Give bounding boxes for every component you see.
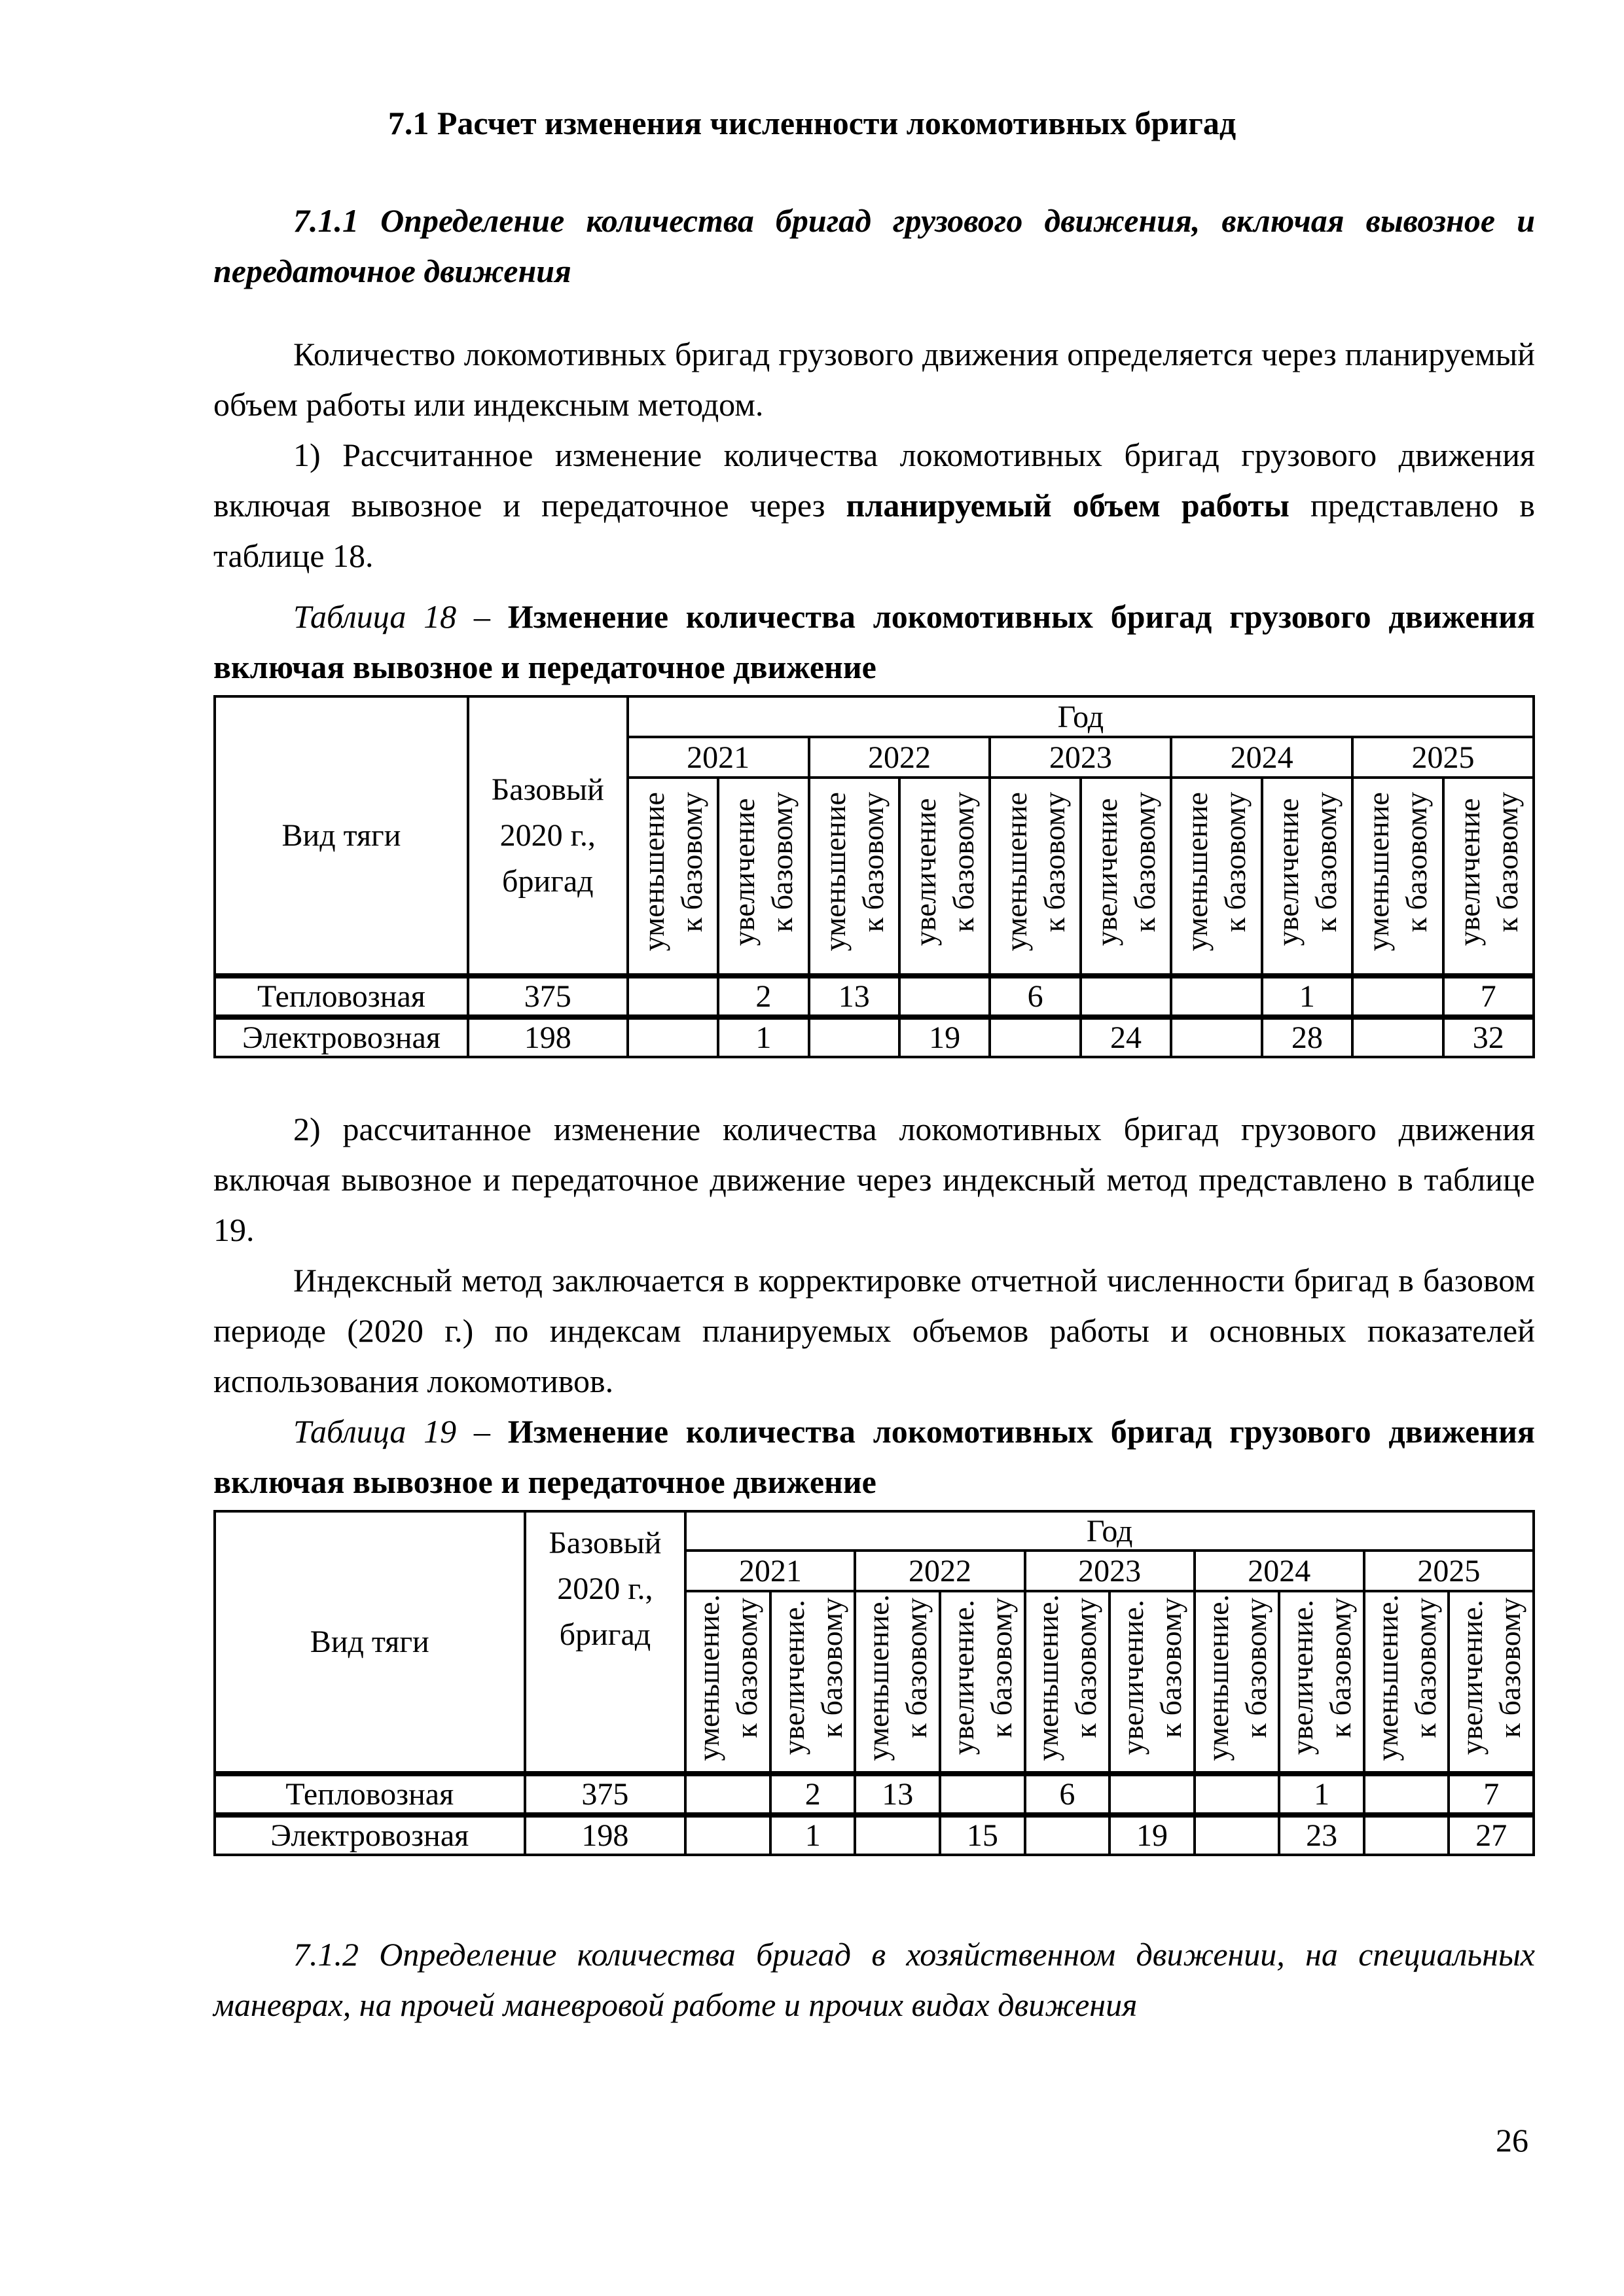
value-cell [1195,1815,1280,1855]
t19-subheader-increase-2022: увеличение. к базовому [940,1591,1025,1774]
value-cell [809,1017,899,1057]
value-cell [685,1815,770,1855]
table-18-caption-label: Таблица 18 [293,598,457,635]
table-19-caption-dash: – [456,1413,508,1450]
t18-subheader-decrease-2021: уменьшение к базовому [628,778,718,976]
value-cell [685,1774,770,1815]
value-cell: 27 [1449,1815,1534,1855]
t19-header-year-2022: 2022 [855,1551,1024,1591]
paragraph-item-1-suffix: представлено в таблице 18. [213,487,1535,574]
value-cell: 1 [718,1017,808,1057]
t18-subheader-increase-2025: увеличение к базовому [1443,778,1534,976]
table-18-caption-dash: – [456,598,508,635]
table-19-header-row-group [215,1511,1534,1551]
table-19-caption-label: Таблица 19 [293,1413,457,1450]
t19-header-year-2021: 2021 [685,1551,855,1591]
value-cell [1364,1815,1449,1855]
table-18-caption [213,592,1535,692]
t19-header-year-2023: 2023 [1025,1551,1195,1591]
table-row-diesel [215,1774,1534,1815]
value-cell: 15 [940,1815,1025,1855]
paragraph-item-1-prefix: 1) Рассчитанное изменение количества локомотивных бригад грузового движения включая вывозное и передаточное через [213,437,1535,524]
value-cell [628,1017,718,1057]
value-cell: 24 [1081,1017,1171,1057]
value-cell: 32 [1443,1017,1534,1057]
t18-header-year-2024: 2024 [1171,737,1352,778]
t18-header-year-2022: 2022 [809,737,990,778]
value-cell [1171,1017,1261,1057]
table-18 [213,695,1535,1058]
value-cell [1110,1774,1195,1815]
row-label: Электровозная [215,1815,525,1855]
section-heading-7-1: 7.1 Расчет изменения численности локомотивных бригад [388,105,1236,141]
t18-header-year-2023: 2023 [990,737,1171,778]
t19-header-traction-type: Вид тяги [215,1511,525,1774]
table-19-caption-title: Изменение количества локомотивных бригад грузового движения включая вывозное и передаточное движение [213,1413,1535,1500]
value-cell: 2 [718,976,808,1017]
t18-subheader-increase-2021: увеличение к базовому [718,778,808,976]
t18-subheader-decrease-2022: уменьшение к базовому [809,778,899,976]
value-cell [899,976,990,1017]
value-cell: 28 [1262,1017,1352,1057]
row-label: Тепловозная [215,1774,525,1815]
value-cell: 1 [1279,1774,1364,1815]
table-19-caption [213,1407,1535,1507]
value-cell: 1 [1262,976,1352,1017]
value-cell: 7 [1449,1774,1534,1815]
value-cell [1364,1774,1449,1815]
t19-subheader-decrease-2021: уменьшение. к базовому [685,1591,770,1774]
value-cell: 6 [990,976,1080,1017]
t19-subheader-increase-2021: увеличение. к базовому [770,1591,856,1774]
paragraph-index-method: Индексный метод заключается в корректировке отчетной численности бригад в базовом периоде (2020 г.) по индексам планируемых объемов работы и основных показателей использования локомотивов. [213,1262,1535,1399]
value-cell [1352,976,1443,1017]
t19-subheader-decrease-2022: уменьшение. к базовому [855,1591,940,1774]
row-label: Электровозная [215,1017,468,1057]
t19-subheader-increase-2024: увеличение. к базовому [1279,1591,1364,1774]
t18-subheader-increase-2024: увеличение к базовому [1262,778,1352,976]
value-cell: 23 [1279,1815,1364,1855]
t19-header-year-2024: 2024 [1195,1551,1364,1591]
base-value-cell: 375 [525,1774,686,1815]
base-value-cell: 198 [468,1017,628,1057]
value-cell: 13 [855,1774,940,1815]
value-cell [990,1017,1080,1057]
t18-subheader-increase-2023: увеличение к базовому [1081,778,1171,976]
value-cell [855,1815,940,1855]
value-cell [1081,976,1171,1017]
row-label: Тепловозная [215,976,468,1017]
t18-header-year-2021: 2021 [628,737,809,778]
value-cell: 2 [770,1774,856,1815]
value-cell: 13 [809,976,899,1017]
table-18-caption-title: Изменение количества локомотивных бригад грузового движения включая вывозное и передаточное движение [213,598,1535,685]
paragraph-item-1 [213,430,1535,581]
t18-subheader-decrease-2023: уменьшение к базовому [990,778,1080,976]
t18-header-year-2025: 2025 [1352,737,1534,778]
t19-subheader-decrease-2024: уменьшение. к базовому [1195,1591,1280,1774]
paragraph-item-2: 2) рассчитанное изменение количества локомотивных бригад грузового движения включая вывозное и передаточное движение через индексный метод представлено в таблице 19. [213,1111,1535,1248]
base-value-cell: 375 [468,976,628,1017]
value-cell [940,1774,1025,1815]
t18-subheader-decrease-2025: уменьшение к базовому [1352,778,1443,976]
page-number: 26 [1496,2122,1528,2159]
t18-subheader-decrease-2024: уменьшение к базовому [1171,778,1261,976]
t18-header-traction-type: Вид тяги [215,696,468,976]
subsection-heading-7-1-2: 7.1.2 Определение количества бригад в хозяйственном движении, на специальных маневрах, на прочей маневровой работе и прочих видах движения [213,1936,1535,2023]
value-cell [1171,976,1261,1017]
paragraph-method-intro: Количество локомотивных бригад грузового движения определяется через планируемый объем работы или индексным методом. [213,336,1535,423]
value-cell: 1 [770,1815,856,1855]
t19-header-base-2020: Базовый 2020 г., бригад [525,1511,686,1774]
table-18-header-row-group [215,696,1534,737]
value-cell: 19 [899,1017,990,1057]
t19-subheader-decrease-2025: уменьшение. к базовому [1364,1591,1449,1774]
base-value-cell: 198 [525,1815,686,1855]
value-cell: 6 [1025,1774,1110,1815]
t18-header-year-group: Год [628,696,1534,737]
t19-header-year-2025: 2025 [1364,1551,1534,1591]
value-cell [1352,1017,1443,1057]
table-19 [213,1510,1535,1856]
value-cell: 7 [1443,976,1534,1017]
value-cell [1195,1774,1280,1815]
value-cell: 19 [1110,1815,1195,1855]
t18-subheader-increase-2022: увеличение к базовому [899,778,990,976]
value-cell [628,976,718,1017]
subsection-heading-7-1-1: 7.1.1 Определение количества бригад грузового движения, включая вывозное и передаточное движения [213,202,1535,289]
value-cell [1025,1815,1110,1855]
table-row-electric [215,1017,1534,1057]
t19-subheader-increase-2023: увеличение. к базовому [1110,1591,1195,1774]
table-row-diesel [215,976,1534,1017]
table-row-electric [215,1815,1534,1855]
t19-subheader-decrease-2023: уменьшение. к базовому [1025,1591,1110,1774]
t18-header-base-2020: Базовый 2020 г., бригад [468,696,628,976]
t19-header-year-group: Год [685,1511,1534,1551]
paragraph-item-1-bold: планируемый объем работы [846,487,1290,524]
t19-subheader-increase-2025: увеличение. к базовому [1449,1591,1534,1774]
